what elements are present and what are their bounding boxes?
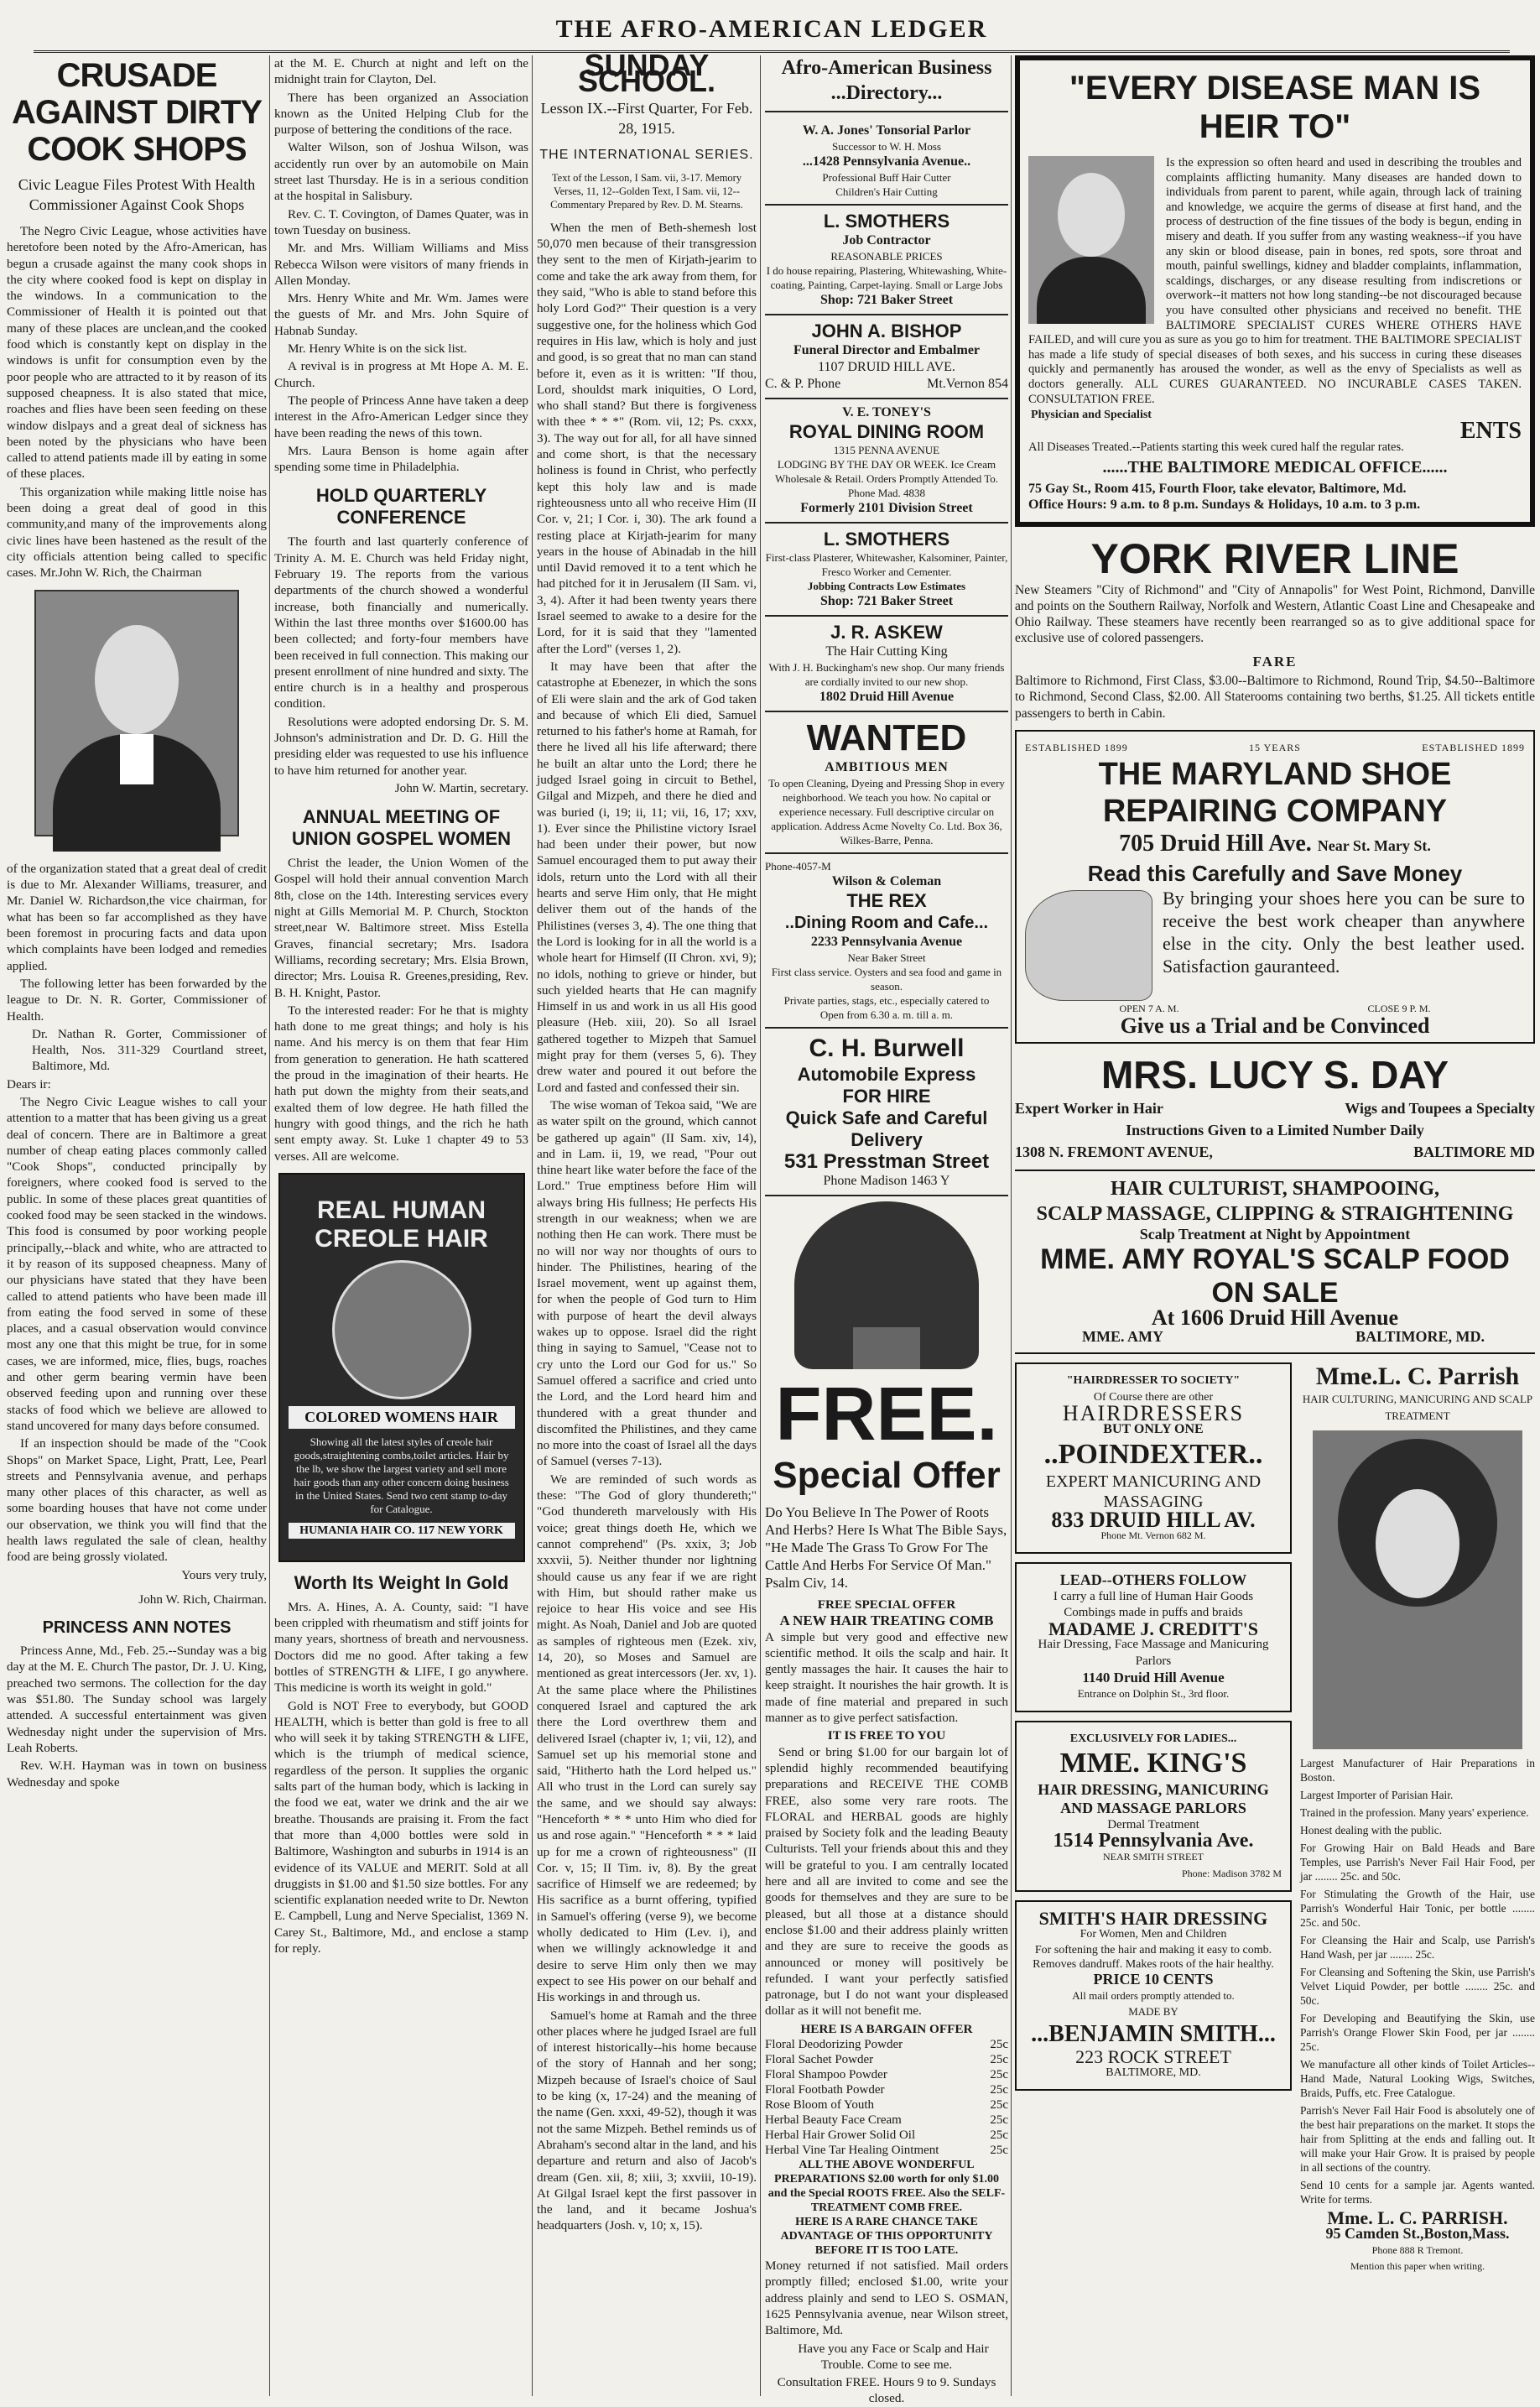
lesson-text-ref: Text of the Lesson, I Sam. vii, 3-17. Memory Verses, 11, 12--Golden Text, I Sam. vii, 12--Commentary Prepared by Rev. D. M. Stearns. (550, 171, 743, 211)
medical-ad (1015, 55, 1535, 527)
column-4 (765, 55, 1008, 2406)
headline-sunday-school: SUNDAY SCHOOL. (577, 48, 715, 99)
medical-ad-title: "EVERY DISEASE MAN IS HEIR TO" (1069, 70, 1481, 145)
letter-salutation: Dears ir: (7, 1076, 51, 1091)
bargain-item (765, 2037, 1008, 2052)
medical-hours: Office Hours: 9 a.m. to 8 p.m. Sundays & Holidays, 10 a.m. to 3 p.m. (1028, 498, 1421, 513)
column-1 (7, 55, 267, 2396)
hair-ads-left (1015, 1362, 1292, 2274)
bargain-item-name: Herbal Hair Grower Solid Oil (765, 2128, 916, 2143)
shoe-top-line: ESTABLISHED 1899 15 YEARS ESTABLISHED 1899 (1025, 741, 1525, 753)
article-paragraph: If an inspection should be made of the "Cook Shops" on Market Space, Light, Pratt, Lee, Pearl streets and Pennsylvania avenue, and perhaps many other places of this character, as well as some boarding houses that have not come under our observation, we think you will find that the health laws regulated the sale of clean, healthy food are being grossly violated. (7, 1436, 267, 1565)
burwell-line: Quick Safe and Careful Delivery (785, 1107, 988, 1150)
bargain-item-price: 25c (990, 2128, 1008, 2143)
ad-text: Showing all the latest styles of creole hair goods,straightening combs,toilet articles. Hair by the lb, we show the largest variety and sell more hair goods than any other concern doing business in the United States. Send two cent stamp to-day for Catalogue. (294, 1435, 509, 1516)
rare-chance: HERE IS A RARE CHANCE TAKE ADVANTAGE OF THIS OPPORTUNITY BEFORE IT IS TOO LATE. (780, 2216, 993, 2258)
column-rule (760, 55, 761, 2396)
headline-worth-gold: Worth Its Weight In Gold (294, 1571, 509, 1593)
article-paragraph: Rev. W.H. Hayman was in town on business Wednesday and spoke (7, 1758, 267, 1790)
bargain-item-name: Rose Bloom of Youth (765, 2098, 875, 2113)
lucy-address: 1308 N. FREMONT AVENUE, BALTIMORE MD (1015, 1143, 1535, 1160)
entry-sub: Successor to W. H. Moss (831, 140, 941, 153)
royal-line: SCALP MASSAGE, CLIPPING & STRAIGHTENING (1036, 1202, 1514, 1225)
royal-line: Scalp Treatment at Night by Appointment (1139, 1225, 1411, 1243)
king-ad: EXCLUSIVELY FOR LADIES... MME. KING'S HAIR DRESSING, MANICURING AND MASSAGE PARLORS Dermal Treatment 1514 Pennsylvania Ave. NEAR SMITH STREET Phone: Madison 3782 M (1015, 1721, 1292, 1892)
entry-address: Formerly 2101 Division Street (800, 501, 973, 515)
medical-ad-text: Is the expression so often heard and used in describing the troubles and complaints afflicting humanity. Many diseases are handed down to individuals from parent to parent, while again, through lack of training and knowledge, we acquire the germs of disease at first hand, and the process of destruction of the fine tissues of the body is begun, ending in misery and death. If you suffer from any wasting weakness--if you have any skin or blood disease, pain in bones, red spots, sore throat and mouth, painful swellings, kidney and bladder complaints, inflammation, scaldings, discharges, or any disease resulting from indiscretions or overwork--it matters not how long standing--be not discouraged because you have consulted other physicians and received no benefit. THE BALTIMORE SPECIALIST CURES WHERE OTHERS HAVE FAILED, and will cure you as sure as you go to him for treatment. THE BALTIMORE SPECIALIST has made a life study of special diseases of both sexes, and his success in curing these diseases quickly and permanently has aroused the wonder, as well as the envy of Specialists as well as doctors generally. ALL CURES GUARANTEED. NO INCURABLE CASES TAKEN. CONSULTATION FREE. (1028, 156, 1522, 406)
entry-sub: Job Contractor (842, 233, 931, 247)
entry-phone: C. & P. Phone Mt.Vernon 854 (765, 377, 1008, 391)
rex-ad (765, 854, 1008, 1029)
parrish-name: Mme.L. C. Parrish (1315, 1362, 1520, 1391)
parrish-list: Largest Manufacturer of Hair Preparations in Boston. Largest Importer of Parisian Hair. Trained in the profession. Many years' experience. Honest dealing with the public. For Growing Hair on Bald Heads and Bare Temples, use Parrish's Never Fail Hair Food, per jar ........ 25c. and 50c. For Stimulating the Growth of the Hair, use Parrish's Wonderful Hair Tonic, per bottle ........ 25c. and 50c. For Cleansing the Hair and Scalp, use Parrish's Hand Wash, per jar ........ 25c. For Cleansing and Softening the Skin, use Parrish's Velvet Liquid Powder, per bottle ........ 25c. and 50c. For Developing and Beautifying the Skin, use Parrish's Orange Flower Skin Food, per jar ........ 25c. We manufacture all other kinds of Toilet Articles--Hand Made, Natural Looking Wigs, Switches, Braids, Puffs, etc. Free Catalogue. Parrish's Never Fail Hair Food is absolutely one of the best hair preparations on the market. It stops the hair from Splitting at the ends and falling out. It will make your Hair Grow. It is praised by people in all sections of the country. Send 10 cents for a sample jar. Agents wanted. Write for terms. (1300, 1757, 1535, 2206)
parrish-sub: HAIR CULTURING, MANICURING AND SCALP TREATMENT (1302, 1393, 1533, 1422)
column-rule (532, 55, 533, 2396)
bargain-title: HERE IS A BARGAIN OFFER (800, 2021, 973, 2036)
bargain-item-price: 25c (990, 2053, 1008, 2067)
column-3 (537, 48, 757, 2396)
shoe-read-line: Read this Carefully and Save Money (1087, 861, 1463, 887)
bargain-item-name: Herbal Vine Tar Healing Ointment (765, 2144, 939, 2158)
york-text: New Steamers "City of Richmond" and "City of Annapolis" for West Point, Richmond, Danville and points on the Southern Railway, Norfolk and Western, Atlantic Coast Line and Chesapeake and Ohio Railway. These steamers have recently been rearranged so as to give additional space for exclusive use of colored passengers. (1015, 582, 1535, 646)
entry-address: Shop: 721 Baker Street (819, 293, 954, 307)
consultation-text: Consultation FREE. Hours 9 to 9. Sundays closed. (777, 2375, 996, 2406)
bargain-item-price: 25c (990, 2144, 1008, 2158)
entry-sub: ROYAL DINING ROOM (788, 421, 985, 442)
burwell-phone: Phone Madison 1463 Y (823, 1174, 950, 1188)
article-paragraph: Mr. and Mrs. William Williams and Miss Rebecca Wilson were visitors of many friends in Allen Monday. (274, 241, 528, 288)
directory-title: Afro-American Business ...Directory... (765, 55, 1008, 112)
bargain-item-name: Floral Deodorizing Powder (765, 2038, 903, 2052)
special-offer-title: Special Offer (773, 1455, 1001, 1496)
article-paragraph: at the M. E. Church at night and left on the midnight train for Clayton, Del. (274, 56, 528, 87)
entry-line: I do house repairing, Plastering, Whitewashing, White-coating, Painting, Carpet-laying. Small or Large Jobs (766, 264, 1007, 291)
letter-signature: John W. Rich, Chairman. (138, 1592, 267, 1607)
article-paragraph: Princess Anne, Md., Feb. 25.--Sunday was a big day at the M. E. Church The pastor, Dr. J. U. King, preached two sermons. The collection for the day was $51.80. The Sunday school was largely attended. A successful entertainment was given Wednesday night under the supervision of Mrs. Leah Roberts. (7, 1644, 267, 1755)
shoe-give-trial: Give us a Trial and be Convinced (1120, 1013, 1430, 1038)
medical-address: 75 Gay St., Room 415, Fourth Floor, take elevator, Baltimore, Md. (1028, 481, 1407, 496)
parrish-ad (1300, 1362, 1535, 2274)
entry-name: JOHN A. BISHOP (811, 320, 962, 341)
directory-entry-smothers (765, 206, 1008, 315)
herbs-question: Do You Believe In The Power of Roots And Herbs? Here Is What The Bible Says, "He Made The Grass To Grow For The Cattle And Herbs For Service Of Man." Psalm Civ, 14. (765, 1504, 1007, 1591)
bargain-item (765, 2067, 1008, 2082)
article-paragraph: The following letter has been forwarded by the league to Dr. N. R. Gorter, Commissioner of Health. (7, 976, 267, 1024)
entry-line: With J. H. Buckingham's new shop. Our many friends are cordially invited to our new shop. (768, 661, 1005, 688)
parrish-phone: Phone 888 R Tremont. (1371, 2243, 1464, 2256)
bargain-item-price: 25c (990, 2038, 1008, 2052)
physician-portrait (1028, 156, 1154, 324)
article-paragraph: Christ the leader, the Union Women of the Gospel will hold their annual convention March 8th, close on the 14th. Interesting services every night at Gills Memorial M. P. Church, Stockton street,near W. Baltimore street. Miss Estella Graves, financial secretary; Mrs. Isadora Williams, recording secretary; Mrs. Elsia Brown, director; Mrs. Louisa R. Greenes,presiding, Rev. B. H. Knight, Pastor. (274, 856, 528, 1000)
bargain-item-name: Herbal Beauty Face Cream (765, 2113, 902, 2128)
fare-text: Baltimore to Richmond, First Class, $3.00--Baltimore to Richmond, Round Trip, $4.50--Baltimore to Richmond, Second Class, $2.00. All Staterooms containing two berths, $1.25. All tickets entitle passengers to berth in Cabin. (1015, 674, 1535, 721)
article-paragraph: Mrs. Henry White and Mr. Wm. James were the guests of Mr. and Mrs. John Squire of Habnab Sunday. (274, 291, 528, 338)
entry-name: V. E. TONEY'S (842, 405, 931, 419)
free-to-you: IT IS FREE TO YOU (827, 1728, 946, 1743)
entry-name: L. SMOTHERS (823, 211, 950, 232)
bargain-item (765, 2097, 1008, 2113)
headline-quarterly-conference: HOLD QUARTERLY CONFERENCE (315, 485, 487, 529)
poindexter-name: ..POINDEXTER.. (1043, 1438, 1263, 1470)
directory-entry-toney (765, 399, 1008, 524)
royal-signature: MME. AMY BALTIMORE, MD. (1082, 1328, 1485, 1346)
medical-all-diseases: All Diseases Treated.--Patients starting this week cured half the regular rates. (1028, 440, 1404, 454)
york-title: YORK RIVER LINE (1090, 534, 1459, 582)
entry-line: 1315 PENNA AVENUE (833, 444, 940, 456)
column-rule (1011, 55, 1012, 2396)
lucy-line: Expert Worker in Hair Wigs and Toupees a Specialty (1015, 1099, 1535, 1117)
hair-ads-grid (1015, 1362, 1535, 2274)
headline-crusade: CRUSADE AGAINST DIRTY COOK SHOPS (11, 57, 263, 168)
bargain-item (765, 2082, 1008, 2097)
masthead (34, 8, 1510, 53)
rex-phone: Phone-4057-M (765, 860, 831, 873)
lesson-line: Lesson IX.--First Quarter, For Feb. 28, 1915. (540, 99, 753, 137)
comb-title: A NEW HAIR TREATING COMB (779, 1612, 994, 1629)
article-paragraph: Gold is NOT Free to everybody, but GOOD HEALTH, which is better than gold is free to all who will seek it by taking STRENGTH & LIFE, which is the triumph of medical science, regardless of the person. It supplies the organic salts part of the human body, which is lacking in the food we eat, water we drink and the air we breathe. Thousands are praising it. From the fact that more than 4,000 bottles were sold in Baltimore, Washington and suburbs in 1914 is an evidence of its VALUE and MERIT. Sold at all druggists in $1.00 and $1.50 size bottles. For any scientific explanation needed write to Dr. Newton E. Campbell, Lung and Nerve Specialist, 1369 N. Carey St., Baltimore, Md., and enclose a stamp for reply. (274, 1698, 528, 1956)
article-paragraph: of the organization stated that a great deal of credit is due to Mr. Alexander Williams, treasurer, and Mr. Daniel W. Richardson,the vice chairman, for what has been so far accomplished as they have been foremost in procuring facts and data upon which complaints have been lodged and remedies applied. (7, 861, 267, 973)
burwell-line: Automobile Express (797, 1064, 976, 1085)
entry-line: Children's Hair Cutting (835, 185, 938, 198)
royal-name: MME. AMY ROYAL'S SCALP FOOD ON SALE (1040, 1243, 1510, 1310)
wanted-ad (765, 712, 1008, 854)
medical-ad-ents: ENTS (1459, 418, 1522, 445)
all-above: ALL THE ABOVE WONDERFUL PREPARATIONS $2.00 worth for only $1.00 and the Special ROOTS FREE. Also the SELF-TREATMENT COMB FREE. (767, 2159, 1006, 2215)
entry-address: ...1428 Pennsylvania Avenue.. (802, 154, 971, 169)
entry-sub: The Hair Cutting King (825, 644, 948, 659)
letter-address: Dr. Nathan R. Gorter, Commissioner of Health, Nos. 311-329 Courtland street, Baltimore, Md. (32, 1026, 267, 1074)
article-paragraph: Rev. C. T. Covington, of Dames Quater, was in town Tuesday on business. (274, 206, 528, 237)
article-paragraph: The fourth and last quarterly conference of Trinity A. M. E. Church was held Friday night, February 19. The reports from the various departments of the church showed a wonderful increase, both financially and numerically. Within the last three months over $1600.00 has been collected; and forty-four members have been received in full connection. This making our present enrollment of nine hundred and sixty. The entire church is in a healthy and prosperous condition. (274, 534, 528, 711)
comb-text: A simple but very good and effective new scientific method. It oils the scalp and hair. It gently massages the hair. It causes the hair to keep straight. It nourishes the hair growth. It is made of fine material and prepared in such manner as to give perfect satisfaction. (765, 1629, 1008, 1726)
creditt-name: MADAME J. CREDITT'S (1048, 1618, 1258, 1640)
entry-line: LODGING BY THE DAY OR WEEK. Ice Cream Wholesale & Retail. Orders Promptly Attended To. Phone Mad. 4838 (774, 458, 999, 499)
ad-company: HUMANIA HAIR CO. 117 NEW YORK (289, 1523, 515, 1539)
directory-entry-jones (765, 117, 1008, 206)
article-paragraph: When the men of Beth-shemesh lost 50,070 men because of their transgression they sent to the men of Kirjath-jearim to come and take the ark away from them, for they said, "Who is able to stand before this holy Lord God?" Their question is a very suggestive one, for the holiness which God requires in His law, which is holy and just and good, is so great that no man can stand before it, even as it is written: "If thou, Lord, shouldst mark iniquities, O Lord, who shall stand? But there is forgiveness with thee * * *" (Rom. vii, 12; Ps. cxxx, 3). The way out for all, for all have sinned and come short, is that the necessary holiness is found in Christ, who perfectly kept this holy law and is made righteousness unto all who receive Him (II Cor. v, 21; I Cor. i, 30). The ark found a resting place at Kirjath-jearim for many years in the house of Abinadab in the hill until David removed it to a tent which he had pitched for it in Jerusalem (II Sam. vi, 3, 4). After it had been twenty years there Israel seemed to awake to a desire for the Lord, for it is said that they "lamented after the Lord" (verses 1, 2). (537, 220, 757, 656)
rex-near: Near Baker Street (847, 951, 926, 964)
bargain-item-name: Floral Footbath Powder (765, 2083, 885, 2097)
ad-subtitle: COLORED WOMENS HAIR (289, 1406, 515, 1429)
article-paragraph: Mrs. A. Hines, A. A. County, said: "I have been crippled with rheumatism and stiff joints for many years, shortness of breath and nervousness. Doctors did me no good. After taking a few bottles of STRENGTH & LIFE, I go anywhere. This medicine is worth its weight in gold." (274, 1599, 528, 1696)
entry-name: L. SMOTHERS (823, 529, 950, 550)
york-river-ad (1015, 535, 1535, 722)
article-paragraph: To the interested reader: For he that is mighty hath done to me great things; and holy is his name. And his mercy is on them that fear Him from generation to generation. He hath scattered the proud in the imagination of their hearts. He hath put down the mighty from their seats,and exalted them of low degree. He hath filled the hungry with good things, and the rich he hath sent empty away. St. Luke 1 chapter 49 to 53 verses. All are welcome. (274, 1003, 528, 1164)
entry-line: Professional Buff Hair Cutter (822, 171, 951, 184)
column-2 (274, 55, 528, 2396)
article-paragraph: A revival is in progress at Mt Hope A. M. E. Church. (274, 359, 528, 390)
entry-name: W. A. Jones' Tonsorial Parlor (802, 123, 971, 138)
amy-royal-ad (1015, 1170, 1535, 1355)
shoe-title: THE MARYLAND SHOE REPAIRING COMPANY (1098, 757, 1452, 830)
entry-address: 1802 Druid Hill Avenue (819, 690, 955, 704)
column-rule (269, 55, 270, 2396)
lucy-day-ad (1015, 1052, 1535, 1163)
letter-closing: Yours very truly, (181, 1567, 267, 1582)
headline-union-gospel: ANNUAL MEETING OF UNION GOSPEL WOMEN (291, 806, 512, 850)
rex-line: Open from 6.30 a. m. till a. m. (819, 1008, 954, 1021)
entry-name: J. R. ASKEW (830, 622, 943, 643)
article-paragraph: Walter Wilson, son of Joshua Wilson, was accidently run over by an automobile on Main street last Thursday. He is in a serious condition at the hospital in Salisbury. (274, 140, 528, 204)
bargain-item-name: Floral Shampoo Powder (765, 2068, 887, 2082)
series-line: THE INTERNATIONAL SERIES. (539, 147, 754, 162)
shoe-repair-ad (1015, 730, 1535, 1044)
article-paragraph: It may have been that after the catastrophe at Ebenezer, in which the sons of Eli were slain and the ark of God taken and because of which Eli died, Samuel returned to his father's home at Ramah, for there he lived all his life afterward; there he built an altar unto the Lord; there he judged Israel going in circuit to Bethel, Gilgal and Mizpeh, and there he died and was buried (i, 19; ii, 11; vii, 16, 17; xxv, 1). Ever since the Philistine victory Israel had been under their power, but now Samuel encouraged them to put away their idols, return unto the Lord with all their hearts and serve Him only, that He might deliver them out of the hands of the Philistines (verses 3, 4). The one thing that the Lord is looking for in all the world is a whole heart for Himself (II Chron. xvi, 9); no idols, nothing to grieve or hinder, but such yielded hearts that He can magnify Himself in us and work in us all His good pleasure (Heb. xiii, 20). So all Israel gathered together to Mizpeh that Samuel might pray for them (verses 5, 6). They drew water and poured it out before the Lord and fasted and confessed their sin. (537, 659, 757, 1095)
wanted-title: WANTED (806, 717, 967, 758)
smith-title: SMITH'S HAIR DRESSING (1038, 1908, 1268, 1930)
ad-title: REAL HUMAN CREOLE HAIR (315, 1196, 488, 1253)
shoe-hours: OPEN 7 A. M. CLOSE 9 P. M. (1119, 1003, 1431, 1015)
parrish-name-2: Mme. L. C. PARRISH. (1327, 2207, 1508, 2229)
face-text: Have you any Face or Scalp and Hair Trouble. Come to see me. (798, 2341, 989, 2372)
free-title: FREE. (775, 1373, 998, 1456)
physician-caption: Physician and Specialist (1031, 409, 1152, 422)
column-5 (1015, 55, 1535, 2396)
deck-civic-league: Civic League Files Protest With Health Commissioner Against Cook Shops (18, 176, 256, 213)
article-paragraph: The Negro Civic League, whose activities have heretofore been noted by the Afro-American, has begun a crusade against the many cook shops in the city where cooked food is kept on display in the windows. In a communication to the Commissioner of Health it is pointed out that many of these places are unclean,and the cooked food which is constantly kept on display in the windows is unfit for consumption even by the poor people who are attracted to it by reason of its supposed cheapness. It is also stated that mice, roaches and flies have been seen feeding on these window dislpays and a great deal of sickness has been noted by the physicians who have been called to attend patients made ill by eating in some of these places. (7, 224, 267, 482)
article-paragraph: Resolutions were adopted endorsing Dr. S. M. Johnson's administration and Dr. D. G. Hill the presiding elder was requested to use his influence to have him returned for another year. (274, 714, 528, 778)
rex-address: 2233 Pennsylvania Avenue (810, 935, 963, 949)
article-signature: John W. Martin, secretary. (394, 780, 528, 795)
royal-line: HAIR CULTURIST, SHAMPOOING, (1110, 1177, 1440, 1200)
bargain-item-price: 25c (990, 2113, 1008, 2128)
rex-line: First class service. Oysters and sea food and game in season. (771, 966, 1002, 992)
headline-princess-ann: PRINCESS ANN NOTES (42, 1618, 232, 1638)
bargain-item-price: 25c (990, 2068, 1008, 2082)
royal-address: At 1606 Druid Hill Avenue (1151, 1305, 1399, 1331)
shoe-body: By bringing your shoes here you can be sure to receive the best work cheaper than anywhere else in the city. Only the best leather used. Satisfaction gauranteed. (1163, 888, 1525, 977)
entry-line: First-class Plasterer, Whitewasher, Kalsominer, Painter, Fresco Worker and Cementer. (765, 551, 1008, 578)
directory-entry-bishop (765, 315, 1008, 399)
herb-plant-illustration (794, 1201, 979, 1369)
bargain-item (765, 2113, 1008, 2128)
creditt-ad: LEAD--OTHERS FOLLOW I carry a full line of Human Hair Goods Combings made in puffs and braids MADAME J. CREDITT'S Hair Dressing, Face Massage and Manicuring Parlors 1140 Druid Hill Avenue Entrance on Dolphin St., 3rd floor. (1015, 1562, 1292, 1711)
bargain-item-price: 25c (990, 2083, 1008, 2097)
entry-address: Shop: 721 Baker Street (819, 594, 954, 608)
entry-address: 1107 DRUID HILL AVE. (818, 360, 955, 374)
article-paragraph: This organization while making little noise has been doing a great deal of good in this community,and many of the improvements along civic lines have been hastened as the result of the city officials attention being called to specific cases. Mr.John W. Rich, the Chairman (7, 484, 267, 581)
bargain-list (765, 2037, 1008, 2158)
bargain-item (765, 2128, 1008, 2143)
bargain-item (765, 2143, 1008, 2158)
entry-sub: Funeral Director and Embalmer (793, 343, 981, 357)
shoe-illustration (1025, 890, 1152, 1001)
poindexter-ad: "HAIRDRESSER TO SOCIETY" Of Course there are other HAIRDRESSERS BUT ONLY ONE ..POINDEXTER.. EXPERT MANICURING AND MASSAGING 833 DRUID HILL AV. Phone Mt. Vernon 682 M. (1015, 1362, 1292, 1554)
article-paragraph: Mr. Henry White is on the sick list. (288, 341, 467, 357)
article-paragraph: Samuel's home at Ramah and the three other places where he judged Israel are full of interest historically--his home because of the story of Hannah and her song; Mizpeh because of Israel's choice of Saul to be king (x, 17-24) and the meaning of the name (Gen. xxxi, 49-52), though it was not the same Mizpeh. Bethel reminds us of Abraham's second altar in the land, and his departure and return and also of Jacob's dream (Gen. xii, 8; xiii, 3; xxviii, 10-19). At Gilgal Israel kept the first passover in the land, and it became Joshua's headquarters (Josh. v, 10; x, 15). (537, 2008, 757, 2233)
burwell-address: 531 Presstman Street (783, 1150, 990, 1173)
lucy-name: MRS. LUCY S. DAY (1100, 1052, 1449, 1097)
burwell-name: C. H. Burwell (809, 1034, 965, 1062)
wanted-sub: AMBITIOUS MEN (825, 760, 949, 774)
directory-entry-smothers-2 (765, 524, 1008, 617)
wanted-text: To open Cleaning, Dyeing and Pressing Shop in every neighborhood. We teach you how. No capital or experience necessary. Full descriptive circular on application. Address Acme Novelty Co. Ltd. Box 36, Wilkes-Barre, Penna. (768, 777, 1005, 847)
free-special-offer: FREE SPECIAL OFFER (817, 1597, 956, 1612)
rare-text: Money returned if not satisfied. Mail orders promptly filled; enclosed $1.00, write your address plainly and send to LEO S. OSMAN, 1625 Pennsylvania avenue, near Wilson street, Baltimore, Md. (765, 2259, 1008, 2338)
rex-sub: ..Dining Room and Cafe... (784, 914, 989, 932)
creole-hair-ad (278, 1173, 525, 1562)
parrish-portrait (1313, 1430, 1522, 1749)
smith-ad: SMITH'S HAIR DRESSING For Women, Men and Children For softening the hair and making it easy to comb. Removes dandruff. Makes roots of the hair healthy. PRICE 10 CENTS All mail orders promptly attended to. MADE BY ...BENJAMIN SMITH... 223 ROCK STREET BALTIMORE, MD. (1015, 1900, 1292, 2091)
burwell-line: FOR HIRE (842, 1086, 931, 1107)
article-paragraph: There has been organized an Association known as the United Helping Club for the purpose of bettering the conditions of the race. (274, 90, 528, 138)
portrait-photo (34, 590, 239, 836)
medical-office-title: ......THE BALTIMORE MEDICAL OFFICE...... (1102, 457, 1448, 477)
bargain-item (765, 2052, 1008, 2067)
rex-name: THE REX (846, 890, 927, 911)
entry-line: Jobbing Contracts Low Estimates (807, 580, 966, 592)
lucy-instructions: Instructions Given to a Limited Number Daily (1126, 1121, 1424, 1138)
ad-portrait (332, 1260, 471, 1399)
free-text: Send or bring $1.00 for our bargain lot of splendid highly recommended beautifying preparations and RECEIVE THE COMB FREE, also some very rare roots. The FLORAL and HERBAL goods are highly praised by Society folk and the leading Beauty Culturists. Tell your friends about this and they will be grateful to you. I am centrally located here and all are invited to come and see the goods for themselves and they are sure to be pleased, but all those at a distance should enclose $1.00 and their address plainly written and they are sure to receive the goods as announced or money will positively be refunded. I want your perfectly satisfied patronage, but I do not want your displeased dollar as it will not benefit me. (765, 1744, 1008, 2019)
parrish-address: 95 Camden St.,Boston,Mass. (1325, 2225, 1510, 2243)
fare-title: FARE (1252, 653, 1298, 669)
bargain-item-price: 25c (990, 2098, 1008, 2113)
article-paragraph: We are reminded of such words as these: "The God of glory thundereth;" "God thundereth marvelously with His voice; great things doeth He, which we cannot comprehend" (Ps. xxix, 3; Job xxxvii, 5). Neither thunder nor lightning should cause us any fear if we are right with Him, but should rather make us rejoice to hear His voice and see His might. As Noah, Daniel and Job are quoted as samples of righteous men (Ezek. xiv, 14, 20), so Moses and Samuel are mentioned as great intercessors (Jer. xv, 1). At the same place where the Philistines conquered Israel and captured the ark there the Lord overthrew them and delivered Israel (chapter iv, 1; vii, 12), and Samuel set up his memorial stone and said, "Hitherto hath the Lord helped us." All who trust in the Lord can surely say the same, and we should say always: "Henceforth * * * unto Him who died for us and rose again." "Henceforth * * * laid up for me a crown of righteousness" (II Cor. v, 15; II Tim. iv, 8). By the great sacrifice of Himself we are redeemed; by His sacrifice as a burnt offering, typified in Samuel's offering (verse 9), we become wholly dedicated to Him (Lev. i), and when we willingly acknowledge it and desire to serve Him only then we may expect to see His power on our behalf and His workings in and through us. (537, 1472, 757, 2005)
shoe-address: 705 Druid Hill Ave. Near St. Mary St. (1119, 831, 1431, 857)
bargain-item-name: Floral Sachet Powder (765, 2053, 874, 2067)
parrish-mention: Mention this paper when writing. (1350, 2259, 1485, 2272)
article-paragraph: Mrs. Laura Benson is home again after spending some time in Philadelphia. (274, 443, 528, 475)
rex-owners: Wilson & Coleman (831, 874, 942, 888)
article-paragraph: The wise woman of Tekoa said, "We are as water spilt on the ground, which cannot be gathered up again" (II Sam. xiv, 14), and in Lam. ii, 19, we read, "Pour out thine heart like water before the face of the Lord." True emptiness before Him will always bring His fullness; He perfects His strength in our weakness; when we are nothing then He can work. There must be no will nor way nor thoughts of ours to hinder. The Philistines, hearing of the Israel movement, went up against them, for when the people of God turn to Him with purpose of heart the devil always wakes up to oppose. Israel did the right thing in saying to Samuel, "Cease not to cry unto the Lord our God for us." So Samuel offered a sacrifice and cried unto the Lord, and the Lord heard him and thundered with a great thunder and discomfited the Philistines, and they came no more into the coast of Israel all the days of Samuel (verses 7-13). (537, 1097, 757, 1469)
directory-entry-askew (765, 617, 1008, 712)
king-name: MME. KING'S (1059, 1747, 1247, 1779)
article-paragraph: The people of Princess Anne have taken a deep interest in the Afro-American Ledger since they have been reading the news of this town. (274, 393, 528, 440)
article-paragraph: The Negro Civic League wishes to call your attention to a matter that has been giving us a great deal of concern. There are in Baltimore a great number of cheap eating places commonly called "Cook Shops", conducted principally by foreigners, where cooked food is served to the public. In some of these places great quantities of cooked food may be seen stacked in the windows. This food is consumed by poor working people principally,--black and white, who are attracted to it by reason of its supposed cheapness. Many of our physicians have stated that they have been called to attend patients who have been made ill from eating the food served in some of these places, and a casual observation would convince most any one that this might be true, for in some cases, we are informed, mice, flies, bugs, roaches and other germ bearing vermin have been observed feeding upon and running over these stacks of food which we believe are allowed to stand uncovered for many days before consumed. (7, 1094, 267, 1433)
burwell-ad (765, 1029, 1008, 1196)
masthead-title: THE AFRO-AMERICAN LEDGER (555, 15, 988, 43)
rex-line: Private parties, stags, etc., especially catered to (783, 994, 990, 1007)
entry-line: REASONABLE PRICES (830, 250, 943, 263)
